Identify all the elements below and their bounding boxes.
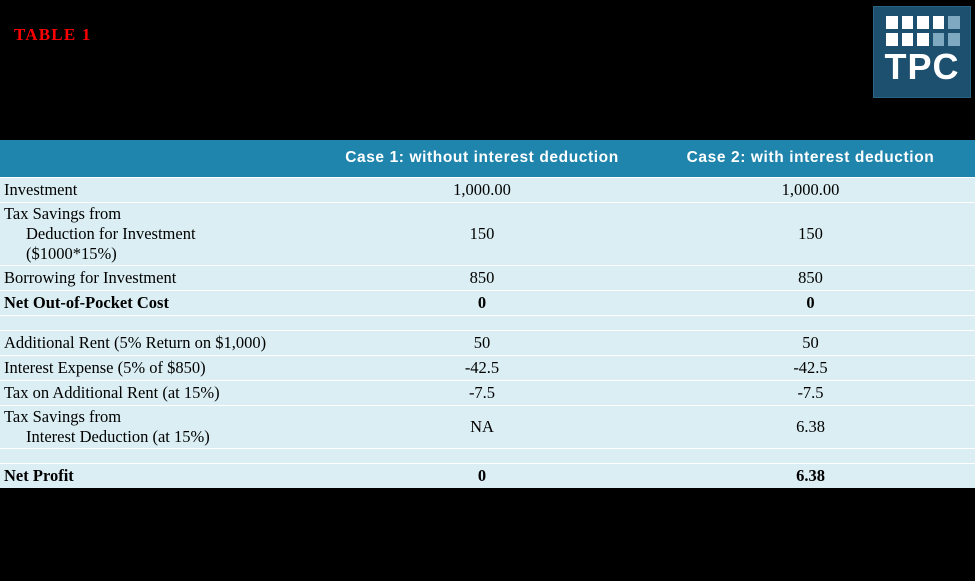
document-header (0, 0, 975, 140)
logo-grid-icon (886, 16, 960, 46)
table-row (0, 203, 975, 266)
table-cell-empty (646, 449, 975, 464)
cell-case2-value: 150 (646, 203, 975, 266)
table-row (0, 381, 975, 406)
cell-case1-value: 1,000.00 (318, 178, 646, 203)
cell-case2-value: -42.5 (646, 356, 975, 381)
table-row (0, 266, 975, 291)
cell-case1-value: 50 (318, 331, 646, 356)
logo-text: TPC (884, 46, 960, 87)
cell-case1-value: -42.5 (318, 356, 646, 381)
cell-case1-value: 850 (318, 266, 646, 291)
cell-case1-value: -7.5 (318, 381, 646, 406)
table-row (0, 356, 975, 381)
tpc-logo (873, 6, 971, 98)
cell-case2-value: 850 (646, 266, 975, 291)
cell-case2-value: 1,000.00 (646, 178, 975, 203)
table-row (0, 331, 975, 356)
table-body (0, 178, 975, 489)
row-label: Net Out-of-Pocket Cost (0, 291, 318, 316)
row-label: Net Profit (0, 464, 318, 489)
column-header-case1: Case 1: without interest deduction (318, 140, 646, 178)
cell-case1-value: 0 (318, 464, 646, 489)
cell-case2-value: 6.38 (646, 406, 975, 449)
column-header-blank (0, 140, 318, 178)
row-label: Interest Expense (5% of $850) (0, 356, 318, 381)
cell-case2-value: 0 (646, 291, 975, 316)
cell-case1-value: 150 (318, 203, 646, 266)
page-title: TABLE 1 (14, 25, 92, 44)
row-label: Additional Rent (5% Return on $1,000) (0, 331, 318, 356)
table-row (0, 406, 975, 449)
row-label: Tax on Additional Rent (at 15%) (0, 381, 318, 406)
table-cell-empty (646, 316, 975, 331)
column-header-case2: Case 2: with interest deduction (646, 140, 975, 178)
cell-case2-value: -7.5 (646, 381, 975, 406)
table-row (0, 291, 975, 316)
table-cell-empty (318, 449, 646, 464)
row-label: Tax Savings from Deduction for Investment ($1000*15%) (0, 203, 318, 266)
comparison-table (0, 140, 975, 488)
table-spacer-row (0, 449, 975, 464)
table-spacer-row (0, 316, 975, 331)
cell-case2-value: 50 (646, 331, 975, 356)
row-label: Tax Savings from Interest Deduction (at 15%) (0, 406, 318, 449)
table-header-row (0, 140, 975, 178)
table-row (0, 464, 975, 489)
table-cell-empty (0, 449, 318, 464)
cell-case1-value: NA (318, 406, 646, 449)
row-label: Borrowing for Investment (0, 266, 318, 291)
cell-case2-value: 6.38 (646, 464, 975, 489)
row-label: Investment (0, 178, 318, 203)
table-cell-empty (318, 316, 646, 331)
table-row (0, 178, 975, 203)
cell-case1-value: 0 (318, 291, 646, 316)
table-cell-empty (0, 316, 318, 331)
